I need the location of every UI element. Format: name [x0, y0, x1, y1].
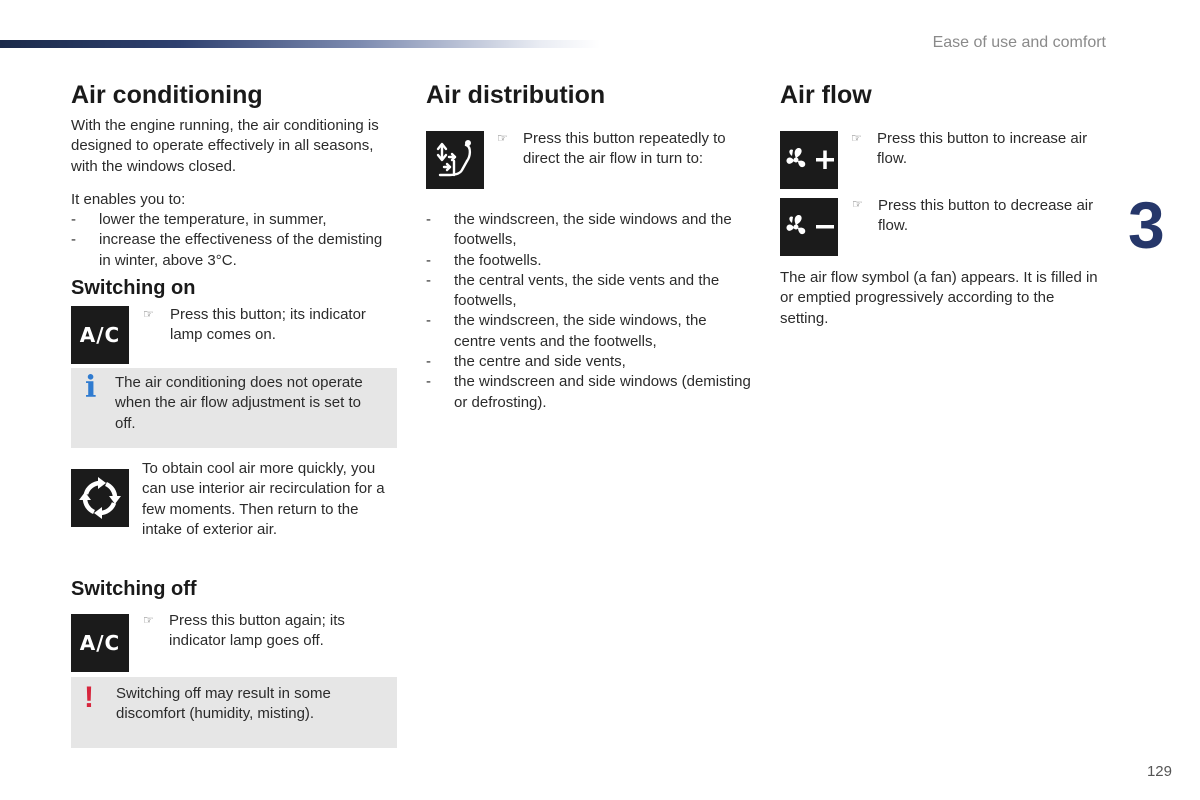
fan-minus-icon	[780, 198, 838, 256]
list-item: - the windscreen and side windows (demisting or defrosting).	[426, 372, 751, 413]
enables-list	[71, 210, 396, 271]
section-title: Ease of use and comfort	[932, 34, 1106, 51]
ac-label: A/C	[79, 631, 121, 655]
list-item: - increase the effectiveness of the demisting in winter, above 3°C.	[71, 230, 396, 271]
switching-on-heading: Switching on	[71, 277, 196, 299]
air-conditioning-intro: With the engine running, the air conditioning is designed to operate effectively in all seasons, with the windows closed.	[71, 117, 379, 175]
info-note	[71, 368, 397, 448]
warning-note-text: Switching off may result in some discomfort (humidity, misting).	[116, 685, 331, 723]
list-item: - the windscreen, the side windows, the centre vents and the footwells,	[426, 311, 751, 352]
list-item: - the central vents, the side vents and the footwells,	[426, 271, 751, 312]
pointing-hand-icon: ☞	[852, 197, 863, 211]
air-distribution-text: Press this button repeatedly to direct the air flow in turn to:	[523, 130, 726, 168]
switching-on-text: Press this button; its indicator lamp comes on.	[170, 306, 366, 344]
recirculation-arrows-icon	[76, 474, 124, 522]
air-conditioning-heading: Air conditioning	[71, 81, 263, 109]
list-item: - the centre and side vents,	[426, 352, 751, 372]
pointing-hand-icon: ☞	[497, 131, 508, 145]
fan-minus-glyph	[782, 207, 836, 247]
enables-label: It enables you to:	[71, 191, 186, 208]
air-flow-description: The air flow symbol (a fan) appears. It is filled in or emptied progressively according to the setting.	[780, 269, 1098, 327]
list-item: - the footwells.	[426, 251, 751, 271]
ac-on-button-icon	[71, 306, 129, 364]
seat-airflow-icon	[432, 137, 478, 183]
pointing-hand-icon: ☞	[143, 613, 154, 627]
ac-label: A/C	[79, 323, 121, 347]
ac-off-button-icon	[71, 614, 129, 672]
fan-plus-icon	[780, 131, 838, 189]
pointing-hand-icon: ☞	[851, 131, 862, 145]
chapter-number: 3	[1128, 188, 1165, 262]
air-distribution-list	[426, 210, 751, 413]
decrease-flow-text: Press this button to decrease air flow.	[878, 197, 1094, 235]
air-flow-heading: Air flow	[780, 81, 872, 109]
switching-off-text: Press this button again; its indicator lamp goes off.	[169, 612, 345, 650]
air-distribution-heading: Air distribution	[426, 81, 606, 109]
switching-off-heading: Switching off	[71, 578, 197, 600]
header-gradient-bar	[0, 40, 600, 48]
increase-flow-text: Press this button to increase air flow.	[877, 130, 1088, 168]
list-item: - the windscreen, the side windows and the footwells,	[426, 210, 751, 251]
recirculation-text: To obtain cool air more quickly, you can use interior air recirculation for a few moments. Then return to the intake of exterior air.	[142, 460, 385, 538]
info-icon: i	[85, 370, 97, 405]
list-item: - lower the temperature, in summer,	[71, 210, 396, 230]
air-distribution-icon	[426, 131, 484, 189]
warning-note	[71, 677, 397, 748]
page-number: 129	[1146, 763, 1172, 780]
exclamation-icon: !	[84, 681, 94, 714]
recirculation-icon	[71, 469, 129, 527]
pointing-hand-icon: ☞	[143, 307, 154, 321]
fan-plus-glyph	[782, 140, 836, 180]
info-note-text: The air conditioning does not operate when the air flow adjustment is set to off.	[115, 374, 363, 432]
